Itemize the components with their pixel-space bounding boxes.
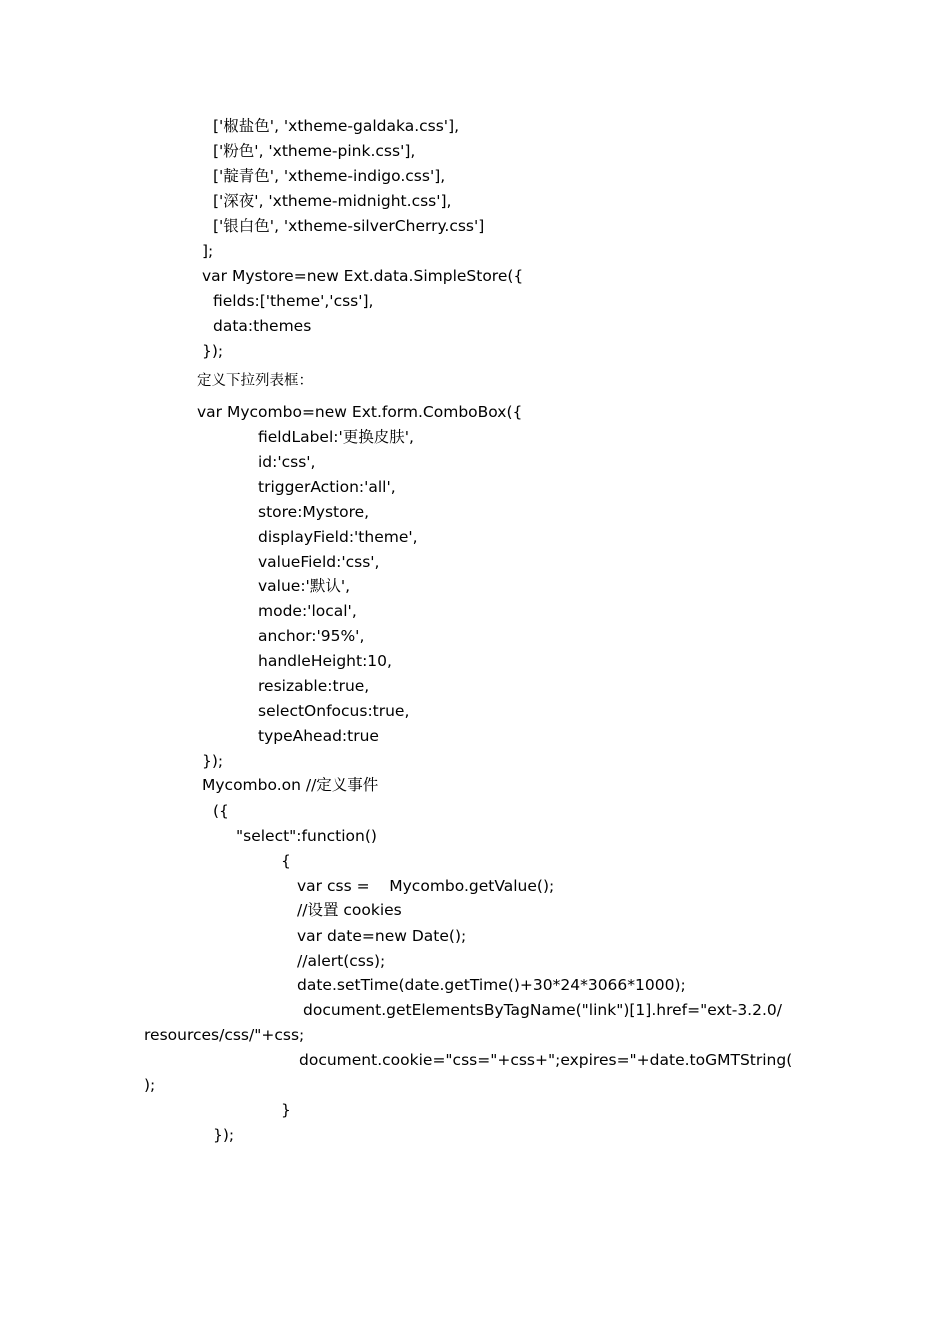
code-line: ({ [213, 802, 229, 820]
code-line: anchor:'95%', [258, 627, 365, 645]
code-line: }); [213, 1126, 235, 1144]
code-line: triggerAction:'all', [258, 478, 396, 496]
code-line: var date=new Date(); [297, 927, 467, 945]
code-line: var Mycombo=new Ext.form.ComboBox({ [197, 403, 523, 421]
code-line: id:'css', [258, 453, 316, 471]
code-line: store:Mystore, [258, 503, 370, 521]
code-line: "select":function() [236, 827, 377, 845]
code-line: ['靛青色', 'xtheme-indigo.css'], [213, 167, 446, 185]
code-line: resources/css/"+css; [144, 1026, 305, 1044]
code-line: ['银白色', 'xtheme-silverCherry.css'] [213, 217, 485, 235]
code-line: valueField:'css', [258, 553, 380, 571]
code-line: } [281, 1101, 291, 1119]
code-line: selectOnfocus:true, [258, 702, 410, 720]
section-caption: 定义下拉列表框： [197, 373, 313, 389]
code-line: resizable:true, [258, 677, 370, 695]
code-line: fields:['theme','css'], [213, 292, 374, 310]
code-line: data:themes [213, 317, 312, 335]
code-line: var Mystore=new Ext.data.SimpleStore({ [202, 267, 524, 285]
code-line: document.cookie="css="+css+";expires="+date.toGMTString( [299, 1051, 793, 1069]
code-line: date.setTime(date.getTime()+30*24*3066*1000); [297, 976, 686, 994]
code-line: value:'默认', [258, 577, 351, 595]
code-line: ]; [202, 242, 214, 260]
code-line: ['粉色', 'xtheme-pink.css'], [213, 142, 416, 160]
code-line: ['椒盐色', 'xtheme-galdaka.css'], [213, 117, 460, 135]
code-line: displayField:'theme', [258, 528, 418, 546]
code-line: { [281, 852, 291, 870]
code-line: }); [202, 752, 224, 770]
code-line: document.getElementsByTagName("link")[1].href="ext-3.2.0/ [303, 1001, 782, 1019]
code-line: }); [202, 342, 224, 360]
code-line: //设置 cookies [297, 901, 402, 919]
code-line: ); [144, 1076, 156, 1094]
code-line: fieldLabel:'更换皮肤', [258, 428, 414, 446]
code-line: typeAhead:true [258, 727, 379, 745]
code-line: ['深夜', 'xtheme-midnight.css'], [213, 192, 452, 210]
code-line: //alert(css); [297, 952, 386, 970]
code-line: Mycombo.on //定义事件 [202, 776, 379, 794]
code-line: var css = Mycombo.getValue(); [297, 877, 555, 895]
code-line: mode:'local', [258, 602, 357, 620]
code-line: handleHeight:10, [258, 652, 392, 670]
